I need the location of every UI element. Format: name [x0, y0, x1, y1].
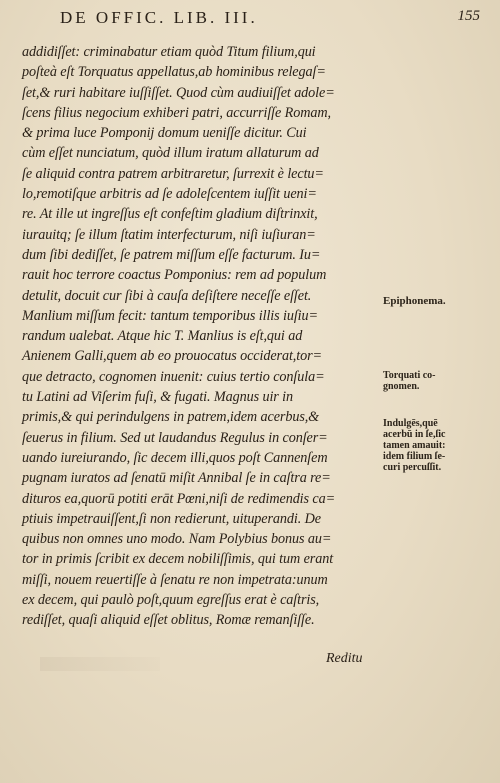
text-line: detulit, docuit cur ſibi à cauſa deſiſtere neceſſe eſſet.: [22, 287, 312, 304]
text-line: poſteà eſt Torquatus appellatus,ab hominibus relegaſ=: [22, 64, 326, 81]
text-line: re. At ille ut ingreſſus eſt confeſtim gladium diſtrinxit,: [22, 206, 318, 223]
text-line: primis,& qui perindulgens in patrem,idem acerbus,&: [22, 409, 320, 426]
text-line: ptiuis impetrauiſſent,ſi non redierunt, uituperandi. De: [22, 510, 321, 527]
side-note-line: curi percuſſit.: [383, 462, 442, 473]
side-note-line: Indulgēs,quē: [383, 418, 438, 429]
text-line: dituros ea,quorū potiti erāt Pœni,niſi de redimendis ca=: [22, 490, 336, 507]
text-line: uando iureiurando, ſic decem illi,quos poſt Cannenſem: [22, 449, 328, 466]
text-line: addidiſſet: criminabatur etiam quòd Titum filium,qui: [22, 44, 316, 60]
page-header: [60, 8, 480, 32]
text-line: pugnam iuratos ad ſenatū miſit Annibal ſe in caſtra re=: [22, 470, 331, 487]
side-note-line: gnomen.: [383, 381, 420, 392]
text-line: ſeuerus in filium. Sed ut laudandus Regulus in conſer=: [22, 429, 328, 446]
text-line: cùm eſſet nunciatum, quòd illum iratum allaturum ad: [22, 145, 319, 162]
text-line: randum ualebat. Atque hic T. Manlius is eſt,qui ad: [22, 328, 303, 345]
side-note-line: Epiphonema.: [383, 295, 446, 307]
side-note-line: tamen amauit:: [383, 440, 446, 451]
show-through-smudge: [40, 657, 160, 671]
text-line: ſcens filius negocium exhiberi patri, accurriſſe Romam,: [22, 104, 331, 121]
text-line: tor in primis ſcribit ex decem nobiliſſimis, qui tum erant: [22, 551, 334, 568]
side-note-line: acerbū in ſe,ſic: [383, 429, 446, 440]
text-line: que detracto, cognomen inuenit: cuius tertio conſula=: [22, 368, 325, 385]
page-number: 155: [457, 8, 480, 24]
text-line: quibus non omnes uno modo. Nam Polybius bonus au=: [22, 531, 332, 548]
catchword: Reditu: [326, 651, 363, 666]
text-line: & prima luce Pomponij domum ueniſſe dicitur. Cui: [22, 125, 307, 142]
text-line: iurauitq; ſe illum ſtatim interfecturum, niſi iuſiuran=: [22, 226, 316, 243]
text-line: Anienem Galli,quem ab eo prouocatus occiderat,tor=: [22, 348, 322, 365]
text-line: miſſi, nouem reuertiſſe à ſenatu re non impetrata:unum: [22, 571, 328, 588]
text-line: tu Latini ad Viſerim fuſi, & fugati. Magnus uir in: [22, 389, 294, 406]
side-note-indulgens: [383, 418, 461, 473]
text-line: rediſſet, quaſi aliquid eſſet oblitus, Romæ remanſiſſe.: [22, 612, 315, 629]
side-note-line: Torquati co-: [383, 370, 436, 381]
side-note-line: idem filium ſe-: [383, 451, 446, 462]
text-line: ſet,& ruri habitare iuſſiſſet. Quod cùm audiuiſſet adole=: [22, 84, 335, 101]
text-line: Manlium miſſum fecit: tantum temporibus illis iuſiu=: [22, 307, 318, 324]
text-line: ſe aliquid contra patrem arbitraretur, ſurrexit è lectu=: [22, 165, 324, 182]
running-title: DE OFFIC. LIB. III.: [60, 8, 258, 27]
side-note-torquati: [383, 370, 455, 392]
text-line: lo,remotiſque arbitris ad ſe adoleſcentem iuſſit ueni=: [22, 186, 317, 203]
text-line: rauit hoc terrore coactus Pomponius: rem ad populum: [22, 267, 327, 284]
side-note-epiphonema: [383, 296, 446, 307]
text-line: dum ſibi dediſſet, ſe patrem miſſum eſſe facturum. Iu=: [22, 246, 321, 263]
text-line: ex decem, qui paulò poſt,quum egreſſus erat è caſtris,: [22, 592, 320, 609]
body-text: [22, 42, 382, 631]
